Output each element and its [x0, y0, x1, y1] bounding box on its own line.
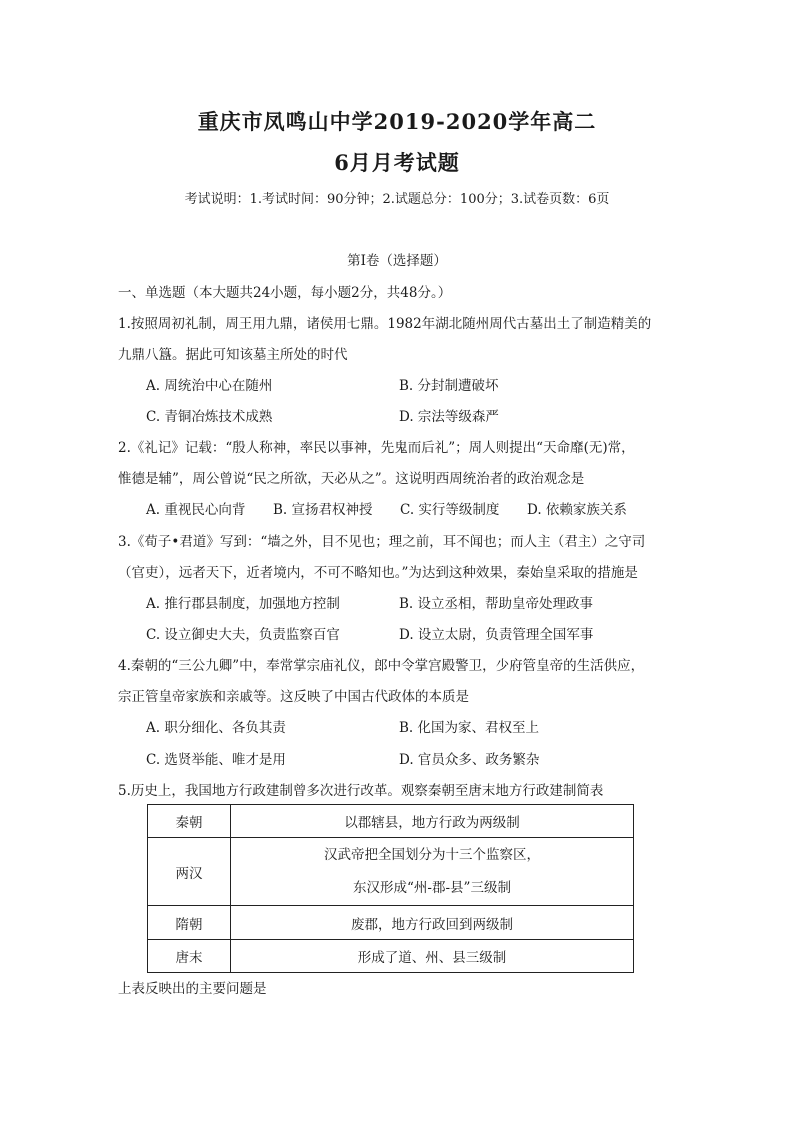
q4-option-c: C. 选贤举能、唯才是用 [146, 752, 286, 768]
part-heading: 一、单选题（本大题共24小题，每小题2分，共48分。） [118, 285, 452, 301]
table-cell-era: 秦朝 [148, 805, 231, 838]
exam-instructions: 考试说明：1.考试时间：90分钟；2.试题总分：100分；3.试卷页数：6页 [184, 192, 610, 207]
q5-after-table-text: 上表反映出的主要问题是 [118, 981, 267, 997]
q2-option-d: D. 依赖家族关系 [527, 502, 627, 518]
table-cell-era: 隋朝 [148, 906, 231, 940]
q4-option-b: B. 化国为家、君权至上 [399, 720, 540, 736]
exam-title-line1: 重庆市凤鸣山中学2019-2020学年高二 [197, 109, 597, 134]
q4-text-line1: 4.秦朝的“三公九卿”中，奉常掌宗庙礼仪，郎中令掌宫殿警卫，少府管皇帝的生活供应， [118, 658, 645, 674]
table-cell-desc-line2: 东汉形成“州-郡-县”三级制 [353, 879, 511, 896]
table-cell-era: 两汉 [148, 838, 231, 906]
q4-option-a: A. 职分细化、各负其责 [146, 720, 286, 736]
q3-text-line2: （官吏），远者天下，近者境内，不可不略知也。”为达到这种效果，秦始皇采取的措施是 [118, 565, 638, 581]
q1-option-b: B. 分封制遭破坏 [399, 378, 499, 394]
table-row [148, 906, 634, 940]
q1-option-a: A. 周统治中心在随州 [146, 378, 273, 394]
q3-text-line1: 3.《荀子•君道》写到：“墙之外，目不见也；理之前，耳不闻也；而人主（君主）之守司 [118, 534, 646, 550]
table-row [148, 940, 634, 973]
q4-option-d: D. 官员众多、政务繁杂 [399, 752, 540, 768]
q3-option-c: C. 设立御史大夫，负责监察百官 [146, 627, 340, 643]
q2-option-b: B. 宣扬君权神授 [273, 502, 373, 518]
admin-system-table [147, 804, 634, 973]
q2-option-c: C. 实行等级制度 [400, 502, 500, 518]
q2-option-a: A. 重视民心向背 [146, 502, 246, 518]
table-cell-era: 唐末 [148, 940, 231, 973]
volume-heading: 第Ⅰ卷（选择题） [347, 253, 447, 269]
table-cell-desc: 废郡，地方行政回到两级制 [231, 906, 634, 940]
q4-text-line2: 宗正管皇帝家族和亲戚等。这反映了中国古代政体的本质是 [118, 689, 469, 705]
q3-option-d: D. 设立太尉，负责管理全国军事 [399, 627, 594, 643]
q1-text-line2: 九鼎八簋。据此可知该墓主所处的时代 [118, 347, 348, 363]
q1-option-c: C. 青铜冶炼技术成熟 [146, 409, 273, 425]
table-cell-desc: 形成了道、州、县三级制 [231, 940, 634, 973]
q1-text-line1: 1.按照周初礼制，周王用九鼎，诸侯用七鼎。1982年湖北随州周代古墓出土了制造精美的 [118, 316, 652, 332]
q1-option-d: D. 宗法等级森严 [399, 409, 499, 425]
q3-option-a: A. 推行郡县制度，加强地方控制 [146, 596, 340, 612]
table-row [148, 838, 634, 906]
q2-text-line1: 2.《礼记》记载：“殷人称神，率民以事神，先鬼而后礼”；周人则提出“天命靡(无)常， [118, 440, 635, 456]
q2-text-line2: 惟德是辅”，周公曾说“民之所欲，天必从之”。这说明西周统治者的政治观念是 [118, 471, 585, 487]
table-cell-desc [231, 838, 634, 906]
q3-option-b: B. 设立丞相，帮助皇帝处理政事 [399, 596, 594, 612]
q5-text-line1: 5.历史上，我国地方行政建制曾多次进行改革。观察秦朝至唐末地方行政建制简表 [118, 783, 604, 799]
exam-title-line2: 6月月考试题 [334, 150, 460, 175]
table-cell-desc: 以郡辖县，地方行政为两级制 [231, 805, 634, 838]
table-cell-desc-line1: 汉武帝把全国划分为十三个监察区， [324, 846, 540, 863]
table-row [148, 805, 634, 838]
